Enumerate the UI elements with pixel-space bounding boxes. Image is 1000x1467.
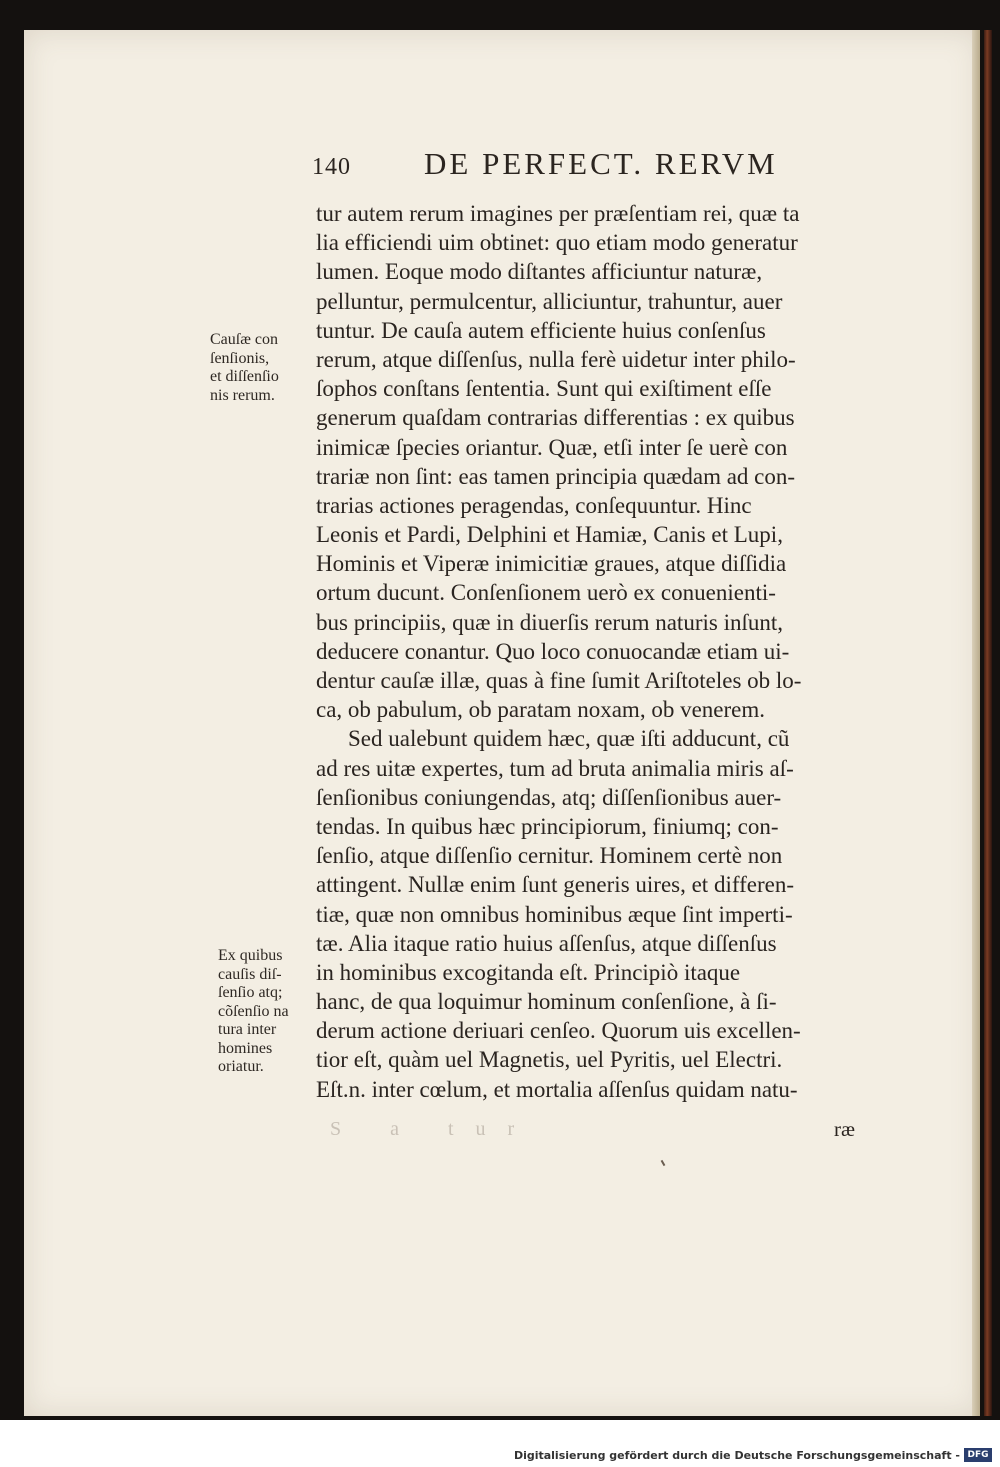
text-line: pelluntur, permulcentur, alliciuntur, trahuntur, auer — [316, 288, 783, 314]
text-line: Eſt.n. inter cœlum, et mortalia aſſenſus quidam natu- — [316, 1076, 798, 1102]
text-line: Sed ualebunt quidem hæc, quæ iſti adducunt, cũ — [348, 726, 790, 752]
marginal-note-line: nis rerum. — [210, 386, 275, 404]
text-line: tiæ, quæ non omnibus hominibus æque ſint imperti- — [316, 901, 793, 927]
marginal-note-line: oriatur. — [218, 1058, 264, 1075]
marginal-note-line: Ex quibus — [218, 947, 283, 964]
text-line: lia efficiendi uim obtinet: quo etiam modo generatur — [316, 230, 798, 256]
text-line: rerum, atque diſſenſus, nulla ferè uidetur inter philo- — [316, 346, 796, 372]
text-line: ca, ob pabulum, ob paratam noxam, ob venerem. — [316, 697, 765, 723]
text-line: ſophos conſtans ſententia. Sunt qui exiſtiment eſſe — [316, 376, 772, 402]
marginal-note-origin — [218, 947, 289, 1077]
marginal-note-line: tura inter — [218, 1021, 277, 1038]
text-line: attingent. Nullæ enim ſunt generis uires, et differen- — [316, 872, 794, 898]
text-line: hanc, de qua loquimur hominum conſenſione, à ſi- — [316, 989, 777, 1015]
marginal-note-line: cõſenſio na — [218, 1002, 289, 1020]
text-line: tur autem rerum imagines per præſentiam rei, quæ ta — [316, 201, 800, 226]
dfg-logo: DFG — [964, 1448, 992, 1462]
marginal-note-line: cauſis diſ- — [218, 965, 282, 983]
text-line: inimicæ ſpecies oriantur. Quæ, etſi inter ſe uerè con — [316, 434, 788, 460]
digitization-note: Digitalisierung gefördert durch die Deutsche Forschungsgemeinschaft - — [513, 1449, 960, 1462]
text-line: in hominibus excogitanda eſt. Principiò itaque — [316, 959, 741, 985]
page-edge — [972, 30, 980, 1416]
body-text — [316, 199, 896, 1104]
page-header — [312, 146, 812, 186]
text-line: dentur cauſæ illæ, quas à fine ſumit Ariſtoteles ob lo- — [316, 668, 802, 693]
catchword: ræ — [834, 1117, 855, 1141]
footer-bar — [0, 1420, 1000, 1467]
marginal-note-line: ſenſionis, — [210, 349, 270, 367]
book-edge — [984, 30, 992, 1416]
text-line: trarias actiones peragendas, conſequuntur. Hinc — [316, 492, 752, 518]
running-title: DE PERFECT. RERVM — [424, 146, 778, 181]
text-line: ſenſio, atque diſſenſio cernitur. Hominem certè non — [316, 843, 783, 869]
text-line: tuntur. De cauſa autem efficiente huius conſenſus — [316, 317, 766, 343]
text-line: tæ. Alia itaque ratio huius aſſenſus, atque diſſenſus — [316, 930, 777, 956]
text-line: generum quaſdam contrarias differentias : ex quibus — [316, 405, 795, 431]
text-line: derum actione deriuari cenſeo. Quorum uis excellen- — [316, 1018, 801, 1044]
marginal-note-causes — [210, 331, 279, 405]
text-line: ad res uitæ expertes, tum ad bruta animalia miris aſ- — [316, 755, 794, 781]
text-line: tior eſt, quàm uel Magnetis, uel Pyritis, uel Electri. — [316, 1047, 783, 1073]
text-line: ſenſionibus coniungendas, atq; diſſenſionibus auer- — [316, 784, 782, 810]
marginal-note-line: et diſſenſio — [210, 368, 279, 385]
text-line: tendas. In quibus hæc principiorum, finiumq; con- — [316, 813, 779, 839]
marginal-note-line: ſenſio atq; — [218, 984, 283, 1001]
text-line: trariæ non ſint: eas tamen principia quædam ad con- — [316, 463, 796, 489]
show-through: S a tur — [330, 1118, 537, 1140]
text-line: deducere conantur. Quo loco conuocandæ etiam ui- — [316, 638, 790, 664]
page-number: 140 — [312, 154, 351, 180]
text-line: Hominis et Viperæ inimicitiæ graues, atque diſſidia — [316, 551, 787, 577]
text-line: lumen. Eoque modo diſtantes afficiuntur naturæ, — [316, 259, 763, 285]
text-line: bus principiis, quæ in diuerſis rerum naturis inſunt, — [316, 609, 783, 635]
text-line: ortum ducunt. Conſenſionem uerò ex conuenienti- — [316, 580, 776, 606]
marginal-note-line: Cauſæ con — [210, 331, 278, 348]
text-line: Leonis et Pardi, Delphini et Hamiæ, Canis et Lupi, — [316, 522, 783, 548]
marginal-note-line: homines — [218, 1039, 273, 1057]
